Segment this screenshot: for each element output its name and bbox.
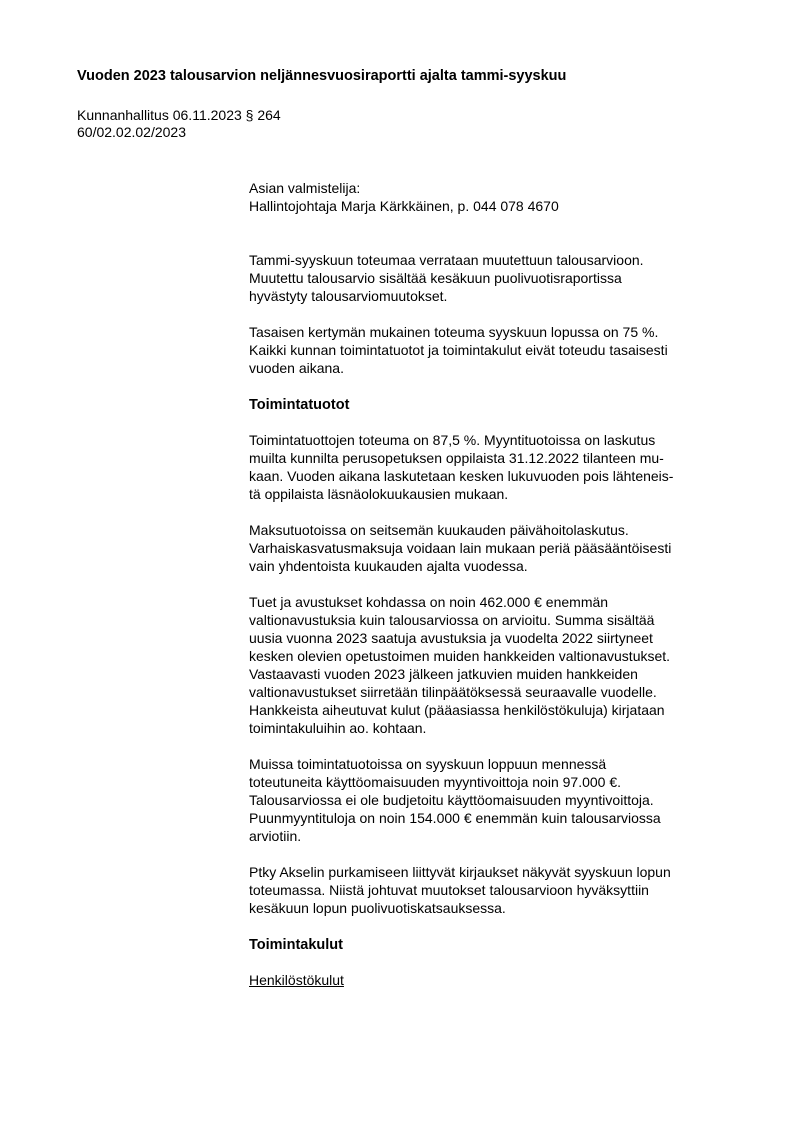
text-line: vuoden aikana. bbox=[249, 360, 344, 376]
text-line: Tuet ja avustukset kohdassa on noin 462.000 € enemmän bbox=[249, 594, 609, 610]
paragraph-grants bbox=[249, 593, 749, 737]
paragraph-intro bbox=[249, 251, 749, 305]
text-line: muilta kunnilta perusopetuksen oppilaista 31.12.2022 tilanteen mu- bbox=[249, 450, 664, 466]
text-line: vain yhdentoista kuukauden ajalta vuodessa. bbox=[249, 558, 528, 574]
document-title: Vuoden 2023 talousarvion neljännesvuosiraportti ajalta tammi-syyskuu bbox=[77, 68, 567, 84]
text-line: Vastaavasti vuoden 2023 jälkeen jatkuvien muiden hankkeiden bbox=[249, 666, 638, 682]
preparer: Hallintojohtaja Marja Kärkkäinen, p. 044 078 4670 bbox=[249, 198, 559, 214]
text-line: hyvästyty talousarviomuutokset. bbox=[249, 288, 448, 304]
subheading-personnel-text: Henkilöstökulut bbox=[249, 972, 344, 988]
text-line: Ptky Akselin purkamiseen liittyvät kirjaukset näkyvät syyskuun lopun bbox=[249, 864, 671, 880]
subheading-personnel bbox=[249, 971, 749, 989]
text-line: uusia vuonna 2023 saatuja avustuksia ja vuodelta 2022 siirtyneet bbox=[249, 630, 653, 646]
paragraph-ptky bbox=[249, 863, 749, 917]
text-line: Kaikki kunnan toimintatuotot ja toimintakulut eivät toteudu tasaisesti bbox=[249, 342, 668, 358]
text-line: kesken olevien opetustoimen muiden hankkeiden valtionavustukset. bbox=[249, 648, 671, 664]
text-line: Hankkeista aiheutuvat kulut (pääasiassa henkilöstökuluja) kirjataan bbox=[249, 702, 665, 718]
text-line: Tasaisen kertymän mukainen toteuma syyskuun lopussa on 75 %. bbox=[249, 324, 659, 340]
text-line: Puunmyyntituloja on noin 154.000 € enemmän kuin talousarviossa bbox=[249, 810, 661, 826]
text-line: toteumassa. Niistä johtuvat muutokset talousarvioon hyväksyttiin bbox=[249, 882, 649, 898]
text-line: Toimintatuottojen toteuma on 87,5 %. Myyntituotoissa on laskutus bbox=[249, 432, 656, 448]
text-line: Tammi-syyskuun toteumaa verrataan muutettuun talousarvioon. bbox=[249, 252, 644, 268]
paragraph-revenue bbox=[249, 431, 749, 503]
text-line: kaan. Vuoden aikana laskutetaan kesken lukuvuoden pois lähteneis- bbox=[249, 468, 674, 484]
text-line: Muutettu talousarvio sisältää kesäkuun puolivuotisraportissa bbox=[249, 270, 622, 286]
heading-revenue: Toimintatuotot bbox=[249, 397, 350, 413]
text-line: tä oppilaista läsnäolokuukausien mukaan. bbox=[249, 486, 509, 502]
paragraph-accrual bbox=[249, 323, 749, 377]
meeting-line: Kunnanhallitus 06.11.2023 § 264 bbox=[77, 107, 281, 123]
text-line: valtionavustukset siirretään tilinpäätöksessä seuraavalle vuodelle. bbox=[249, 684, 657, 700]
meeting-info bbox=[77, 107, 281, 141]
text-line: toimintakuluihin ao. kohtaan. bbox=[249, 720, 427, 736]
heading-expenses: Toimintakulut bbox=[249, 937, 343, 953]
document-body bbox=[249, 179, 749, 989]
text-line: arviotiin. bbox=[249, 828, 302, 844]
preparer-label: Asian valmistelija: bbox=[249, 180, 361, 196]
text-line: valtionavustuksia kuin talousarviossa on arvioitu. Summa sisältää bbox=[249, 612, 655, 628]
text-line: Talousarviossa ei ole budjetoitu käyttöomaisuuden myyntivoittoja. bbox=[249, 792, 654, 808]
paragraph-other-revenue bbox=[249, 755, 749, 845]
text-line: Muissa toimintatuotoissa on syyskuun loppuun mennessä bbox=[249, 756, 607, 772]
text-line: Maksutuotoissa on seitsemän kuukauden päivähoitolaskutus. bbox=[249, 522, 629, 538]
paragraph-fees bbox=[249, 521, 749, 575]
record-number: 60/02.02.02/2023 bbox=[77, 124, 186, 140]
text-line: kesäkuun lopun puolivuotiskatsauksessa. bbox=[249, 900, 506, 916]
text-line: toteutuneita käyttöomaisuuden myyntivoittoja noin 97.000 €. bbox=[249, 774, 622, 790]
text-line: Varhaiskasvatusmaksuja voidaan lain mukaan periä pääsääntöisesti bbox=[249, 540, 672, 556]
